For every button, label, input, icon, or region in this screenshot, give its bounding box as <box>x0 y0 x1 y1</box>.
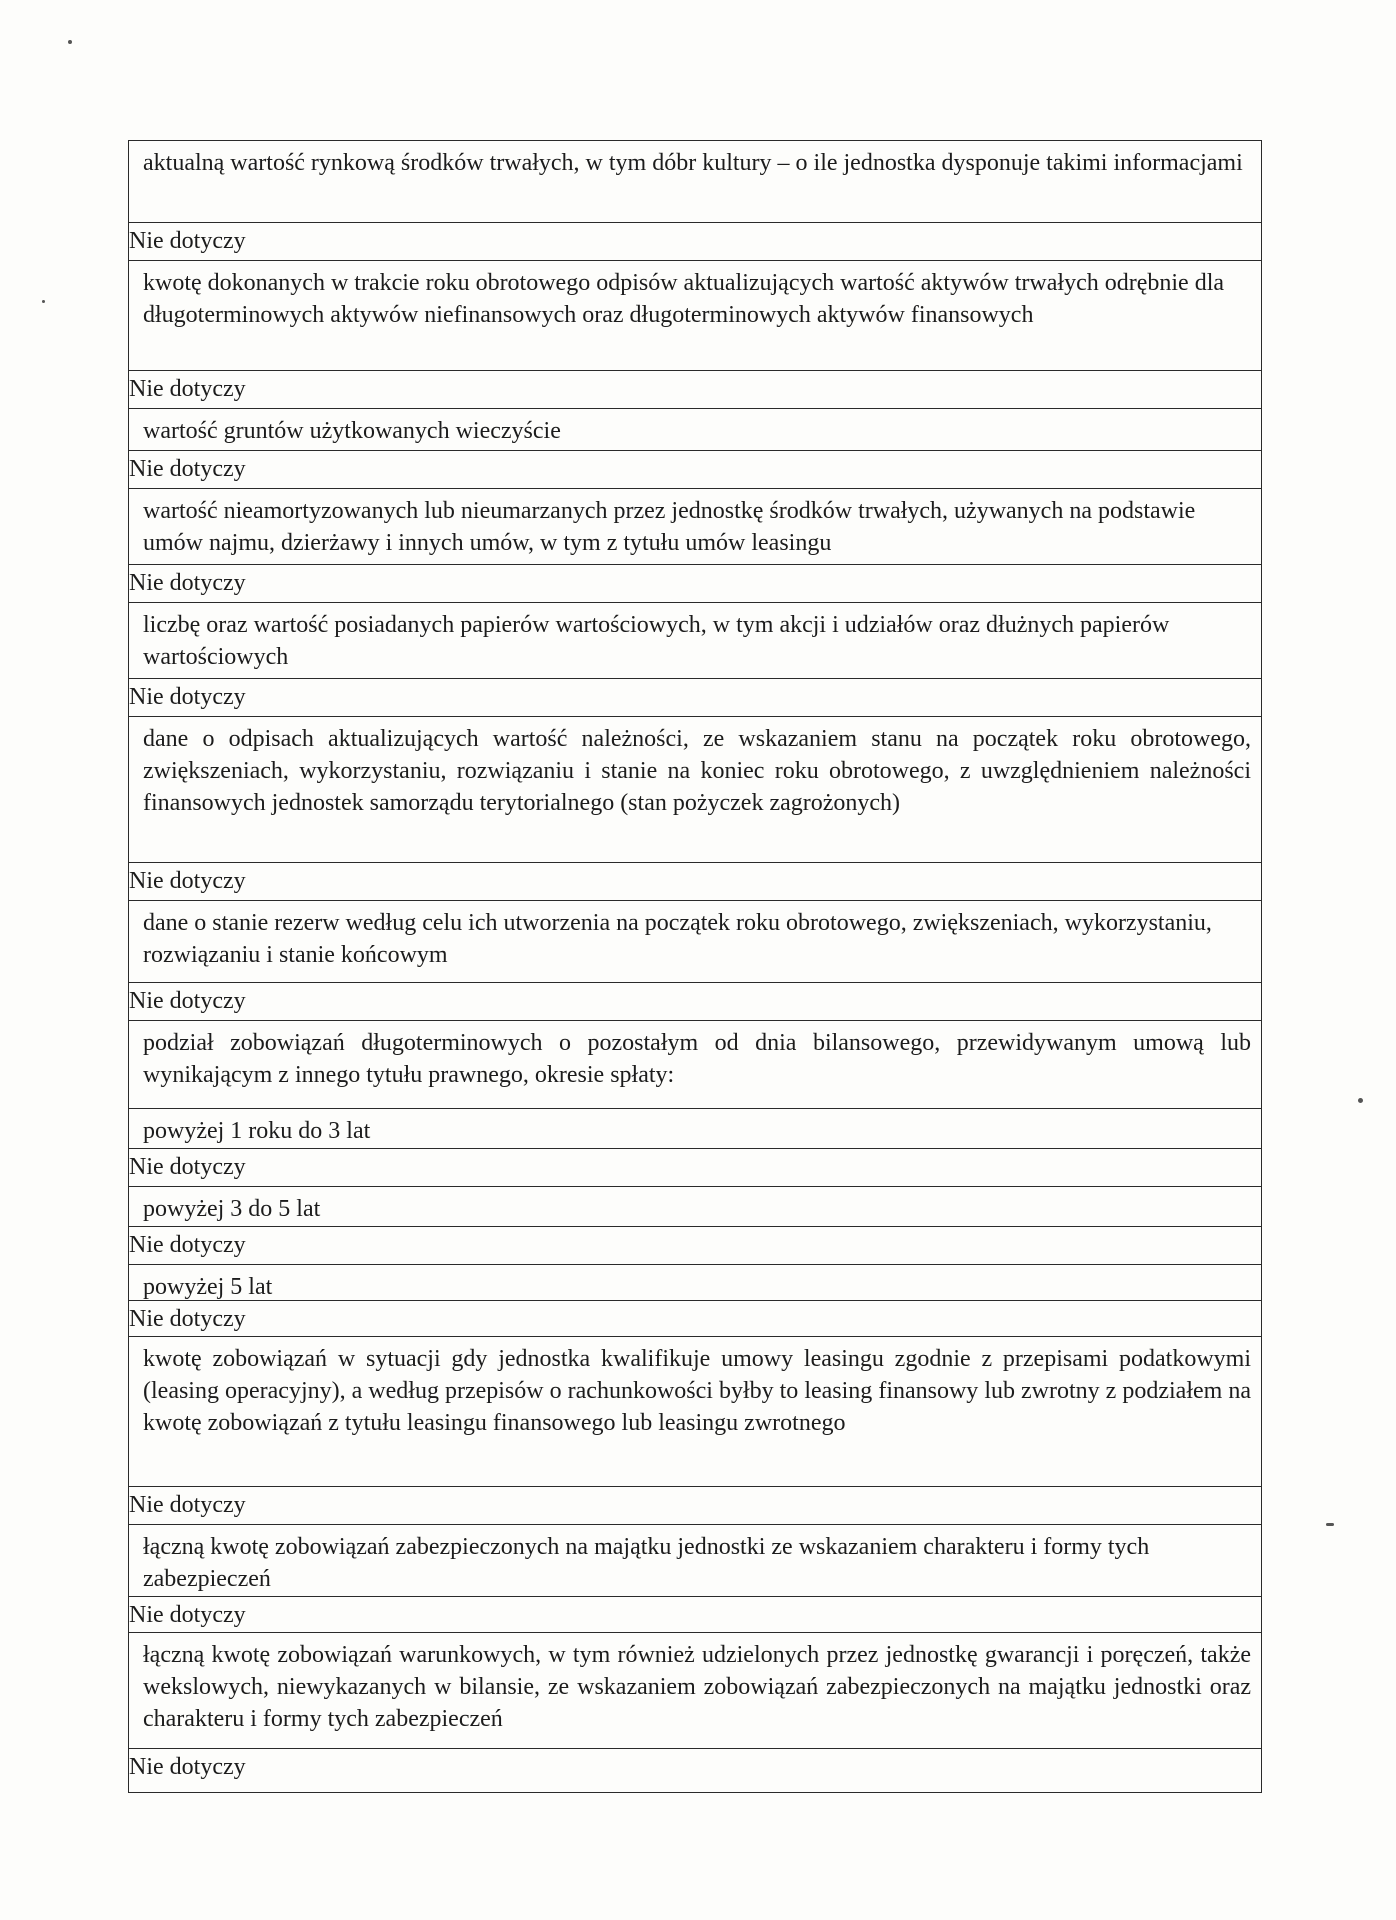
scan-speck <box>68 40 72 44</box>
row-description <box>129 489 1261 565</box>
row-description <box>129 717 1261 863</box>
row-description-text: łączną kwotę zobowiązań warunkowych, w tym również udzielonych przez jednostkę gwarancji i poręczeń, także wekslowych, niewykazanych w bilansie, ze wskazaniem zobowiązań zabezpieczonych na majątku jednostki oraz charakteru i formy tych zabezpieczeń <box>143 1642 1251 1732</box>
row-answer <box>129 1597 1261 1633</box>
row-description <box>129 1265 1261 1301</box>
row-answer <box>129 565 1261 603</box>
row-answer <box>129 1301 1261 1337</box>
row-description <box>129 261 1261 371</box>
scan-speck <box>42 300 45 303</box>
row-description-text: aktualną wartość rynkową środków trwałych, w tym dóbr kultury – o ile jednostka dysponuje takimi informacjami <box>143 150 1243 176</box>
row-answer-text: Nie dotyczy <box>129 456 246 482</box>
row-description <box>129 1337 1261 1487</box>
row-description <box>129 409 1261 451</box>
row-description-text: kwotę zobowiązań w sytuacji gdy jednostka kwalifikuje umowy leasingu zgodnie z przepisami podatkowymi (leasing operacyjny), a według przepisów o rachunkowości byłby to leasing finansowy lub zwrotny z podziałem na kwotę zobowiązań z tytułu leasingu finansowego lub leasingu zwrotnego <box>143 1346 1251 1436</box>
row-description-text: liczbę oraz wartość posiadanych papierów wartościowych, w tym akcji i udziałów oraz dłużnych papierów wartościowych <box>143 612 1170 670</box>
row-answer <box>129 223 1261 261</box>
row-description-text: powyżej 1 roku do 3 lat <box>143 1118 371 1144</box>
row-answer-text: Nie dotyczy <box>129 1306 246 1332</box>
row-answer <box>129 863 1261 901</box>
row-answer-text: Nie dotyczy <box>129 1232 246 1258</box>
row-answer-text: Nie dotyczy <box>129 228 246 254</box>
row-answer-text: Nie dotyczy <box>129 1602 246 1628</box>
row-answer <box>129 679 1261 717</box>
row-description <box>129 141 1261 223</box>
row-answer <box>129 1487 1261 1525</box>
row-description-text: dane o odpisach aktualizujących wartość należności, ze wskazaniem stanu na początek roku obrotowego, zwiększeniach, wykorzystaniu, rozwiązaniu i stanie na koniec roku obrotowego, z uwzględnieniem należności finansowych jednostek samorządu terytorialnego (stan pożyczek zagrożonych) <box>143 726 1251 816</box>
row-description <box>129 901 1261 983</box>
row-description-text: łączną kwotę zobowiązań zabezpieczonych na majątku jednostki ze wskazaniem charakteru i formy tych zabezpieczeń <box>143 1534 1150 1592</box>
row-answer-text: Nie dotyczy <box>129 376 246 402</box>
row-description <box>129 1109 1261 1149</box>
row-answer <box>129 371 1261 409</box>
row-answer <box>129 1227 1261 1265</box>
row-answer-text: Nie dotyczy <box>129 988 246 1014</box>
scan-speck <box>1358 1098 1363 1103</box>
row-description-text: powyżej 3 do 5 lat <box>143 1196 321 1222</box>
notes-table <box>128 140 1262 1793</box>
row-answer <box>129 983 1261 1021</box>
row-answer-text: Nie dotyczy <box>129 1154 246 1180</box>
row-answer <box>129 451 1261 489</box>
row-description-text: wartość gruntów użytkowanych wieczyście <box>143 418 561 444</box>
row-answer-text: Nie dotyczy <box>129 570 246 596</box>
row-description <box>129 1187 1261 1227</box>
row-description <box>129 603 1261 679</box>
row-description-text: kwotę dokonanych w trakcie roku obrotowego odpisów aktualizujących wartość aktywów trwałych odrębnie dla długoterminowych aktywów niefinansowych oraz długoterminowych aktywów finansowych <box>143 270 1225 328</box>
row-answer <box>129 1749 1261 1793</box>
row-description-text: wartość nieamortyzowanych lub nieumarzanych przez jednostkę środków trwałych, używanych na podstawie umów najmu, dzierżawy i innych umów, w tym z tytułu umów leasingu <box>143 498 1196 556</box>
row-answer-text: Nie dotyczy <box>129 684 246 710</box>
row-description <box>129 1633 1261 1749</box>
row-answer <box>129 1149 1261 1187</box>
row-answer-text: Nie dotyczy <box>129 868 246 894</box>
row-description-text: dane o stanie rezerw według celu ich utworzenia na początek roku obrotowego, zwiększeniach, wykorzystaniu, rozwiązaniu i stanie końcowym <box>143 910 1212 968</box>
row-description <box>129 1525 1261 1597</box>
row-description-text: podział zobowiązań długoterminowych o pozostałym od dnia bilansowego, przewidywanym umową lub wynikającym z innego tytułu prawnego, okresie spłaty: <box>143 1030 1251 1088</box>
row-answer-text: Nie dotyczy <box>129 1492 246 1518</box>
row-description <box>129 1021 1261 1109</box>
row-answer-text: Nie dotyczy <box>129 1754 246 1780</box>
row-description-text: powyżej 5 lat <box>143 1274 273 1300</box>
scan-speck <box>1326 1523 1334 1526</box>
